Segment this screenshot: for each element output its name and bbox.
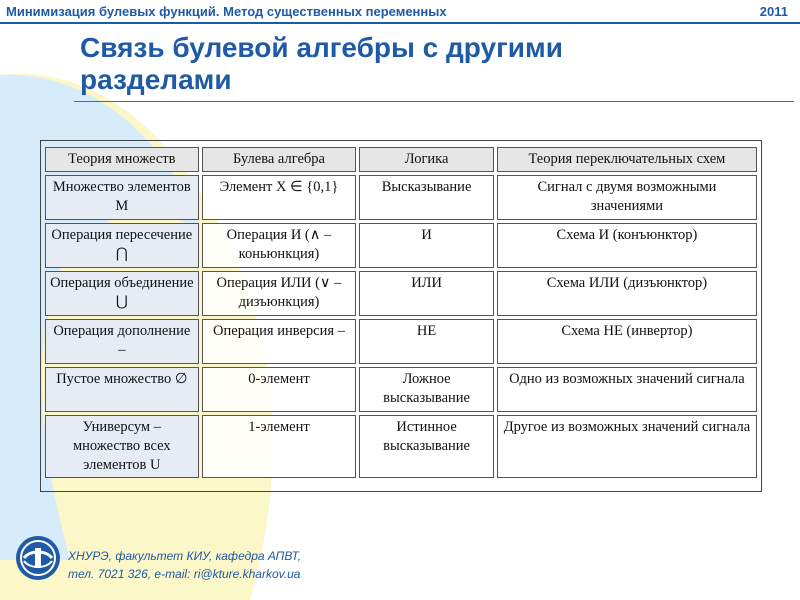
table-cell: Операция дополнение –	[45, 319, 199, 364]
table-cell: Операция инверсия –	[202, 319, 357, 364]
table-cell: Ложное высказывание	[359, 367, 494, 412]
table-cell: Схема ИЛИ (дизъюнктор)	[497, 271, 757, 316]
table-cell: Универсум – множество всех элементов U	[45, 415, 199, 478]
table-cell: Высказывание	[359, 175, 494, 220]
table-cell: Другое из возможных значений сигнала	[497, 415, 757, 478]
table-cell: И	[359, 223, 494, 268]
header-cell: Теория переключательных схем	[497, 147, 757, 172]
table-cell: Сигнал с двумя возможными значениями	[497, 175, 757, 220]
table-cell: Схема НЕ (инвертор)	[497, 319, 757, 364]
header-divider	[0, 22, 800, 24]
table-cell: 1-элемент	[202, 415, 357, 478]
table-cell: Истинное высказывание	[359, 415, 494, 478]
comparison-table	[42, 144, 760, 481]
table-cell: Элемент Х ∈ {0,1}	[202, 175, 357, 220]
table-row	[45, 415, 757, 478]
table-header-row	[45, 147, 757, 172]
table-cell: 0-элемент	[202, 367, 357, 412]
table-row	[45, 319, 757, 364]
header-title: Минимизация булевых функций. Метод существенных переменных	[6, 4, 447, 19]
table-row	[45, 223, 757, 268]
header-cell: Теория множеств	[45, 147, 199, 172]
table-cell: НЕ	[359, 319, 494, 364]
table-cell: Множество элементов М	[45, 175, 199, 220]
title-divider	[74, 101, 794, 102]
table-row	[45, 175, 757, 220]
footer-line-2: тел. 7021 326, e-mail: ri@kture.kharkov.ua	[68, 567, 301, 581]
header-cell: Булева алгебра	[202, 147, 357, 172]
table-cell: Операция И (∧ – коньюнкция)	[202, 223, 357, 268]
table-cell: Операция пересечение ⋂	[45, 223, 199, 268]
table-cell: Одно из возможных значений сигнала	[497, 367, 757, 412]
table-cell: Операция ИЛИ (∨ – дизъюнкция)	[202, 271, 357, 316]
table-cell: Пустое множество ∅	[45, 367, 199, 412]
footer-contacts	[68, 547, 301, 583]
footer-line-1: ХНУРЭ, факультет КИУ, кафедра АПВТ,	[68, 549, 302, 563]
table-cell: Схема И (конъюнктор)	[497, 223, 757, 268]
header-year: 2011	[759, 4, 788, 19]
table-cell: ИЛИ	[359, 271, 494, 316]
slide-title-line-1: Связь булевой алгебры с другими	[80, 32, 563, 63]
header-cell: Логика	[359, 147, 494, 172]
table-row	[45, 271, 757, 316]
slide-title	[80, 32, 640, 96]
slide-title-line-2: разделами	[80, 64, 232, 95]
university-logo-icon	[14, 534, 62, 582]
table-row	[45, 367, 757, 412]
table-cell: Операция объединение ⋃	[45, 271, 199, 316]
